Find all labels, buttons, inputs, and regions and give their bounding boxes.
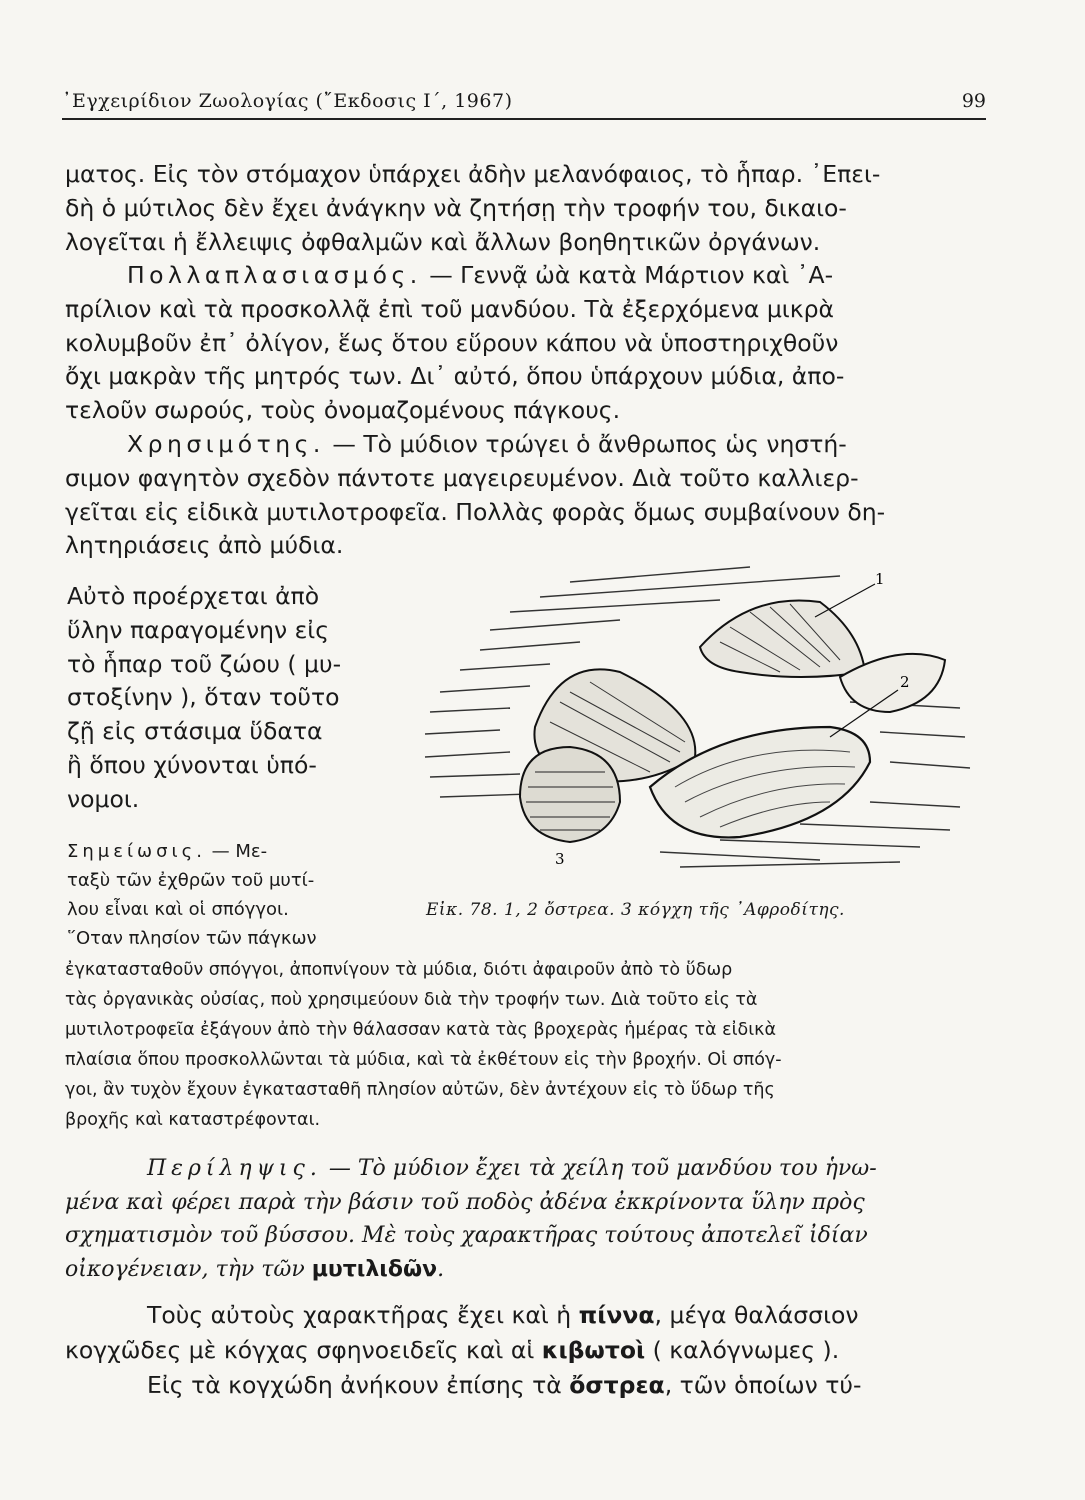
bold-term: ὄστρεα xyxy=(569,1371,665,1399)
figure-label-2: 2 xyxy=(900,673,910,691)
text-line: ὕλην παραγομένην εἰς xyxy=(67,615,330,644)
usefulness-paragraph xyxy=(65,428,987,563)
section-heading-usefulness: Χρησιμότης. xyxy=(127,430,325,458)
text-line: ἐγκατασταθοῦν σπόγγοι, ἀποπνίγουν τὰ μύδια, διότι ἀφαιροῦν ἀπὸ τὸ ὕδωρ xyxy=(65,960,733,980)
text-line: Αὐτὸ προέρχεται ἀπὸ xyxy=(67,582,320,610)
figure-label-3: 3 xyxy=(555,850,565,868)
text-line: οἰκογένειαν, τὴν τῶν xyxy=(65,1256,312,1282)
text-line: δὴ ὁ μύτιλος δὲν ἔχει ἀνάγκην νὰ ζητήσῃ τὴν τροφήν του, δικαιο- xyxy=(65,193,847,222)
closing-paragraph xyxy=(65,1298,987,1403)
text-line: σιμον φαγητὸν σχεδὸν πάντοτε μαγειρευμένον. Διὰ τοῦτο καλλιερ- xyxy=(65,463,859,492)
text-line: τελοῦν σωρούς, τοὺς ὀνομαζομένους πάγκους. xyxy=(65,396,621,425)
text-line: λογεῖται ἡ ἔλλειψις ὀφθαλμῶν καὶ ἄλλων βοηθητικῶν ὀργάνων. xyxy=(65,227,821,256)
text-line: κολυμβοῦν ἐπ᾿ ὀλίγον, ἕως ὅτου εὕρουν κάπου νὰ ὑποστηριχθοῦν xyxy=(65,328,839,357)
text-line: σχηματισμὸν τοῦ βύσσου. Μὲ τοὺς χαρακτῆρας τούτους ἀποτελεῖ ἰδίαν xyxy=(65,1223,868,1248)
bold-term: πίννα xyxy=(578,1301,655,1329)
page-number: 99 xyxy=(961,90,986,112)
section-heading-note: Σημείωσις. xyxy=(67,841,206,862)
note-paragraph xyxy=(65,955,987,1135)
text-line: τὸ ἧπαρ τοῦ ζώου ( μυ- xyxy=(67,649,342,678)
intro-paragraph xyxy=(65,158,987,259)
text-line: , μέγα θαλάσσιον xyxy=(654,1301,859,1329)
text-line: — Τὸ μύδιον τρώγει ὁ ἄνθρωπος ὡς νηστή- xyxy=(324,430,847,458)
summary-paragraph xyxy=(65,1152,987,1286)
header-title: ᾿Εγχειρίδιον Ζωολογίας (῎Εκδοσις Ι΄, 1967) xyxy=(62,90,513,112)
bold-term: μυτιλιδῶν xyxy=(311,1256,438,1282)
section-heading-summary: Περίληψις. xyxy=(147,1156,322,1181)
text-line: μυτιλοτροφεῖα ἐξάγουν ἀπὸ τὴν θάλασσαν κατὰ τὰς βροχερὰς ἡμέρας τὰ εἰδικὰ xyxy=(65,1020,777,1040)
text-line: ῞Οταν πλησίον τῶν πάγκων xyxy=(67,928,317,949)
text-line: ταξὺ τῶν ἐχθρῶν τοῦ μυτί- xyxy=(67,870,315,891)
text-line: πλαίσια ὅπου προσκολλῶνται τὰ μύδια, καὶ τὰ ἐκθέτουν εἰς τὴν βροχήν. Οἱ σπόγ- xyxy=(65,1050,782,1070)
venus-shell xyxy=(520,747,620,842)
text-line: Τοὺς αὐτοὺς χαρακτῆρας ἔχει καὶ ἡ xyxy=(147,1301,579,1329)
text-line: στοξίνην ), ὅταν τοῦτο xyxy=(67,683,340,712)
oyster-1 xyxy=(700,600,865,677)
figure-label-1: 1 xyxy=(875,570,885,588)
figure-caption: Εἰκ. 78. 1, 2 ὄστρεα. 3 κόγχη τῆς ᾿Αφροδίτης. xyxy=(426,900,845,920)
text-line: ὄχι μακρὰν τῆς μητρός των. Δι᾿ αὐτό, ὅπου ὑπάρχουν μύδια, ἀπο- xyxy=(65,362,845,391)
running-header xyxy=(62,88,986,120)
section-heading-reproduction: Πολλαπλασιασμός. xyxy=(127,261,422,289)
text-line: νομοι. xyxy=(67,784,140,813)
text-line: ἢ ὅπου χύνονται ὑπό- xyxy=(67,750,317,779)
text-line: , τῶν ὁποίων τύ- xyxy=(664,1371,862,1399)
text-line: βροχῆς καὶ καταστρέφονται. xyxy=(65,1110,321,1130)
text-line: Εἰς τὰ κογχώδη ἀνήκουν ἐπίσης τὰ xyxy=(147,1371,570,1399)
text-line: ζῇ εἰς στάσιμα ὕδατα xyxy=(67,717,323,746)
text-line: γεῖται εἰς εἰδικὰ μυτιλοτροφεῖα. Πολλὰς φορὰς ὅμως συμβαίνουν δη- xyxy=(65,497,886,526)
bold-term: κιβωτοὶ xyxy=(541,1336,646,1364)
text-line: λου εἶναι καὶ οἱ σπόγγοι. xyxy=(67,899,289,920)
text-line: ( καλόγνωμες ). xyxy=(645,1336,840,1364)
text-line: — Με- xyxy=(205,841,268,862)
text-line: κογχῶδες μὲ κόγχας σφηνοειδεῖς καὶ αἱ xyxy=(65,1336,542,1364)
text-punct: . xyxy=(437,1256,445,1282)
text-line: — Γεννᾷ ὠὰ κατὰ Μάρτιον καὶ ᾿Α- xyxy=(421,261,834,289)
text-line: πρίλιον καὶ τὰ προσκολλᾷ ἐπὶ τοῦ μανδύου. Τὰ ἐξερχόμενα μικρὰ xyxy=(65,294,834,323)
text-line: τὰς ὀργανικὰς οὐσίας, ποὺ χρησιμεύουν διὰ τὴν τροφήν των. Διὰ τοῦτο εἰς τὰ xyxy=(65,990,758,1010)
text-line: μένα καὶ φέρει παρὰ τὴν βάσιν τοῦ ποδὸς ἀδένα ἐκκρίνοντα ὕλην πρὸς xyxy=(65,1189,865,1215)
text-line: — Τὸ μύδιον ἔχει τὰ χείλη τοῦ μανδύου του ἡνω- xyxy=(321,1156,877,1181)
text-line: γοι, ἂν τυχὸν ἔχουν ἐγκατασταθῆ πλησίον αὐτῶν, δὲν ἀντέχουν εἰς τὸ ὕδωρ τῆς xyxy=(65,1080,775,1100)
text-line: ματος. Εἰς τὸν στόμαχον ὑπάρχει ἀδὴν μελανόφαιος, τὸ ἧπαρ. ᾿Επει- xyxy=(65,160,881,188)
reproduction-paragraph xyxy=(65,259,987,428)
shells-illustration xyxy=(420,562,985,882)
note-left-column xyxy=(67,837,412,953)
text-line: λητηριάσεις ἀπὸ μύδια. xyxy=(65,531,344,560)
usefulness-left-column xyxy=(67,580,412,817)
